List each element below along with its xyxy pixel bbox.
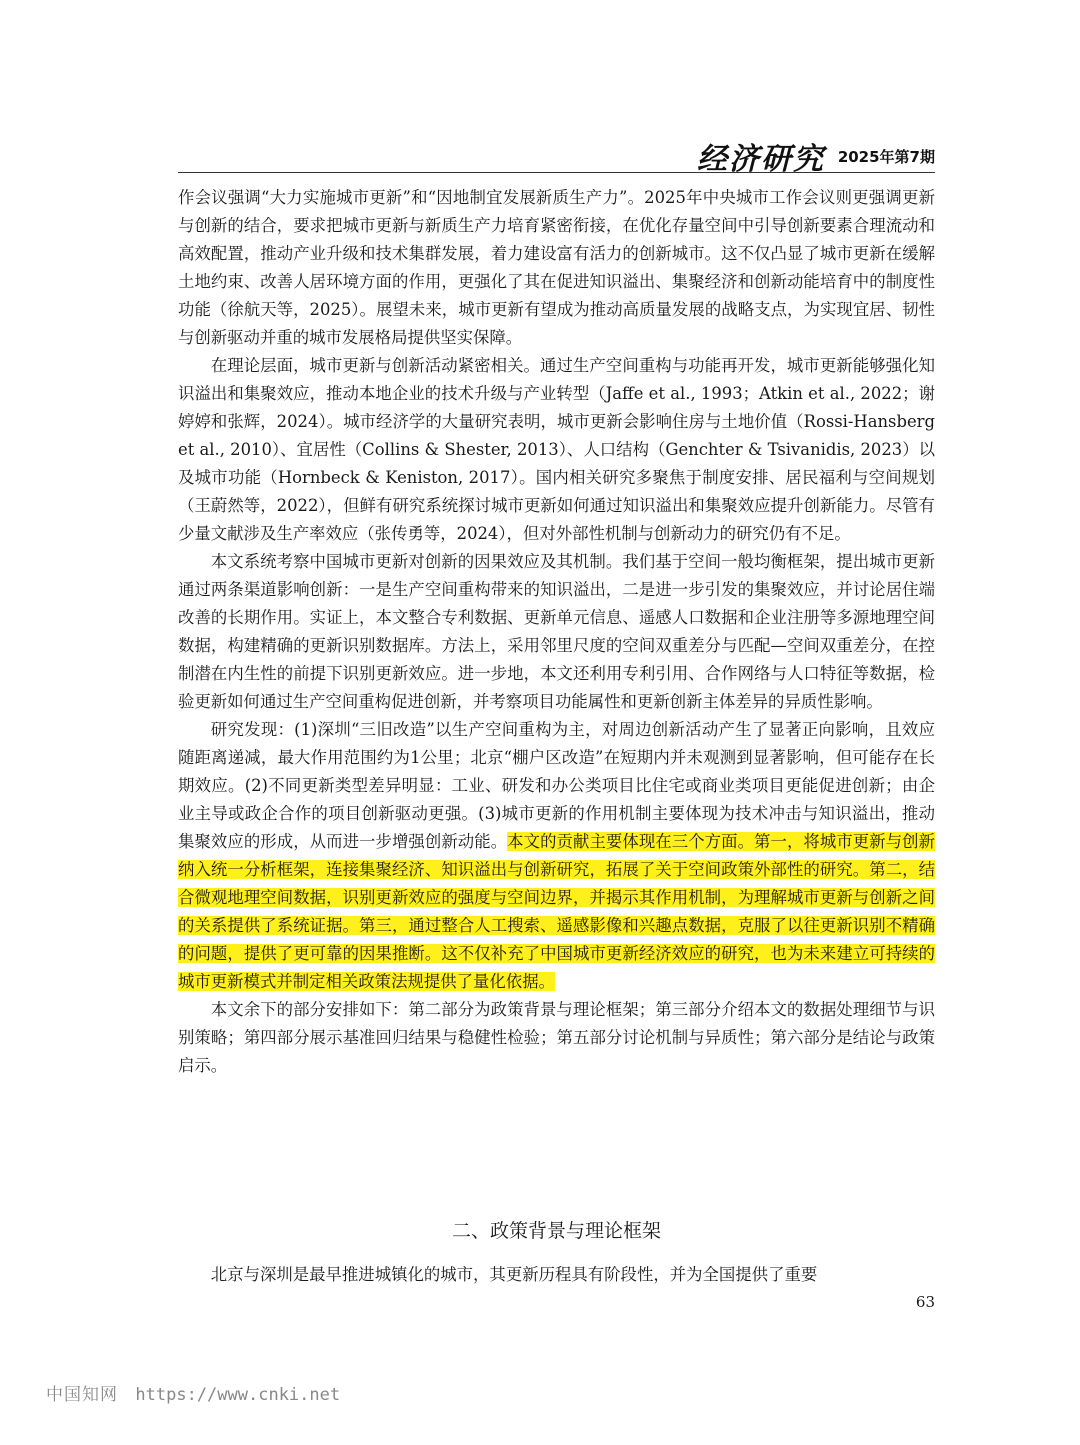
paragraph-6: 北京与深圳是最早推进城镇化的城市，其更新历程具有阶段性，并为全国提供了重要 [210, 1265, 818, 1284]
article-body [178, 184, 935, 1080]
section-heading: 二、政策背景与理论框架 [451, 1220, 661, 1242]
highlighted-contribution-text: 本文的贡献主要体现在三个方面。第一，将城市更新与创新纳入统一分析框架，连接集聚经济、知识溢出与创新研究，拓展了关于空间政策外部性的研究。第二，结合微观地理空间数据，识别更新效应的强度与空间边界，并揭示其作用机制，为理解城市更新与创新之间的关系提供了系统证据。第三，通过整合人工搜索、遥感影像和兴趣点数据，克服了以往更新识别不精确的问题，提供了更可靠的因果推断。这不仅补充了中国城市更新经济效应的研究，也为未来建立可持续的城市更新模式并制定相关政策法规提供了量化依据。 [178, 832, 936, 991]
paragraph-2: 在理论层面，城市更新与创新活动紧密相关。通过生产空间重构与功能再开发，城市更新能够强化知识溢出和集聚效应，推动本地企业的技术升级与产业转型（Jaffe et al., 1993；Atkin et al., 2022；谢婷婷和张辉，2024）。城市经济学的大量研究表明，城市更新会影响住房与土地价值（Rossi-Hansberg et al., 2010）、宜居性（Collins & Shester, 2013）、人口结构（Genchter & Tsivanidis, 2023）以及城市功能（Hornbeck & Keniston, 2017）。国内相关研究多聚焦于制度安排、居民福利与空间规划（王蔚然等，2022），但鲜有研究系统探讨城市更新如何通过知识溢出和集聚效应提升创新能力。尽管有少量文献涉及生产率效应（张传勇等，2024），但对外部性机制与创新动力的研究仍有不足。 [178, 356, 935, 543]
cnki-url[interactable]: https://www.cnki.net [135, 1385, 341, 1405]
cnki-brand: 中国知网 [46, 1385, 118, 1405]
paragraph-4 [178, 716, 935, 996]
paragraph-4-text: 研究发现：(1)深圳“三旧改造”以生产空间重构为主，对周边创新活动产生了显著正向影响，且效应随距离递减，最大作用范围约为1公里；北京“棚户区改造”在短期内并未观测到显著影响，但可能存在长期效应。(2)不同更新类型差异明显：工业、研发和办公类项目比住宅或商业类项目更能促进创新；由企业主导或政企合作的项目创新驱动更强。(3)城市更新的作用机制主要体现为技术冲击与知识溢出，推动集聚效应的形成，从而进一步增强创新动能。 [178, 720, 935, 851]
paragraph-1: 作会议强调“大力实施城市更新”和“因地制宜发展新质生产力”。2025年中央城市工作会议则更强调更新与创新的结合，要求把城市更新与新质生产力培育紧密衔接，在优化存量空间中引导创新要素合理流动和高效配置，推动产业升级和技术集群发展，着力建设富有活力的创新城市。这不仅凸显了城市更新在缓解土地约束、改善人居环境方面的作用，更强化了其在促进知识溢出、集聚经济和创新动能培育中的制度性功能（徐航天等，2025）。展望未来，城市更新有望成为推动高质量发展的战略支点，为实现宜居、韧性与创新驱动并重的城市发展格局提供坚实保障。 [178, 188, 935, 347]
paragraph-5: 本文余下的部分安排如下：第二部分为政策背景与理论框架；第三部分介绍本文的数据处理细节与识别策略；第四部分展示基准回归结果与稳健性检验；第五部分讨论机制与异质性；第六部分是结论与政策启示。 [178, 1000, 935, 1075]
journal-logo: 经济研究 [697, 142, 825, 177]
issue-label: 2025年第7期 [837, 148, 935, 166]
page-number: 63 [915, 1293, 935, 1311]
paragraph-3: 本文系统考察中国城市更新对创新的因果效应及其机制。我们基于空间一般均衡框架，提出城市更新通过两条渠道影响创新：一是生产空间重构带来的知识溢出，二是进一步引发的集聚效应，并讨论居住端改善的长期作用。实证上，本文整合专利数据、更新单元信息、遥感人口数据和企业注册等多源地理空间数据，构建精确的更新识别数据库。方法上，采用邻里尺度的空间双重差分与匹配—空间双重差分，在控制潜在内生性的前提下识别更新效应。进一步地，本文还利用专利引用、合作网络与人口特征等数据，检验更新如何通过生产空间重构促进创新，并考察项目功能属性和更新创新主体差异的异质性影响。 [178, 552, 935, 711]
page-header [178, 132, 935, 177]
watermark-footer [46, 1380, 340, 1405]
